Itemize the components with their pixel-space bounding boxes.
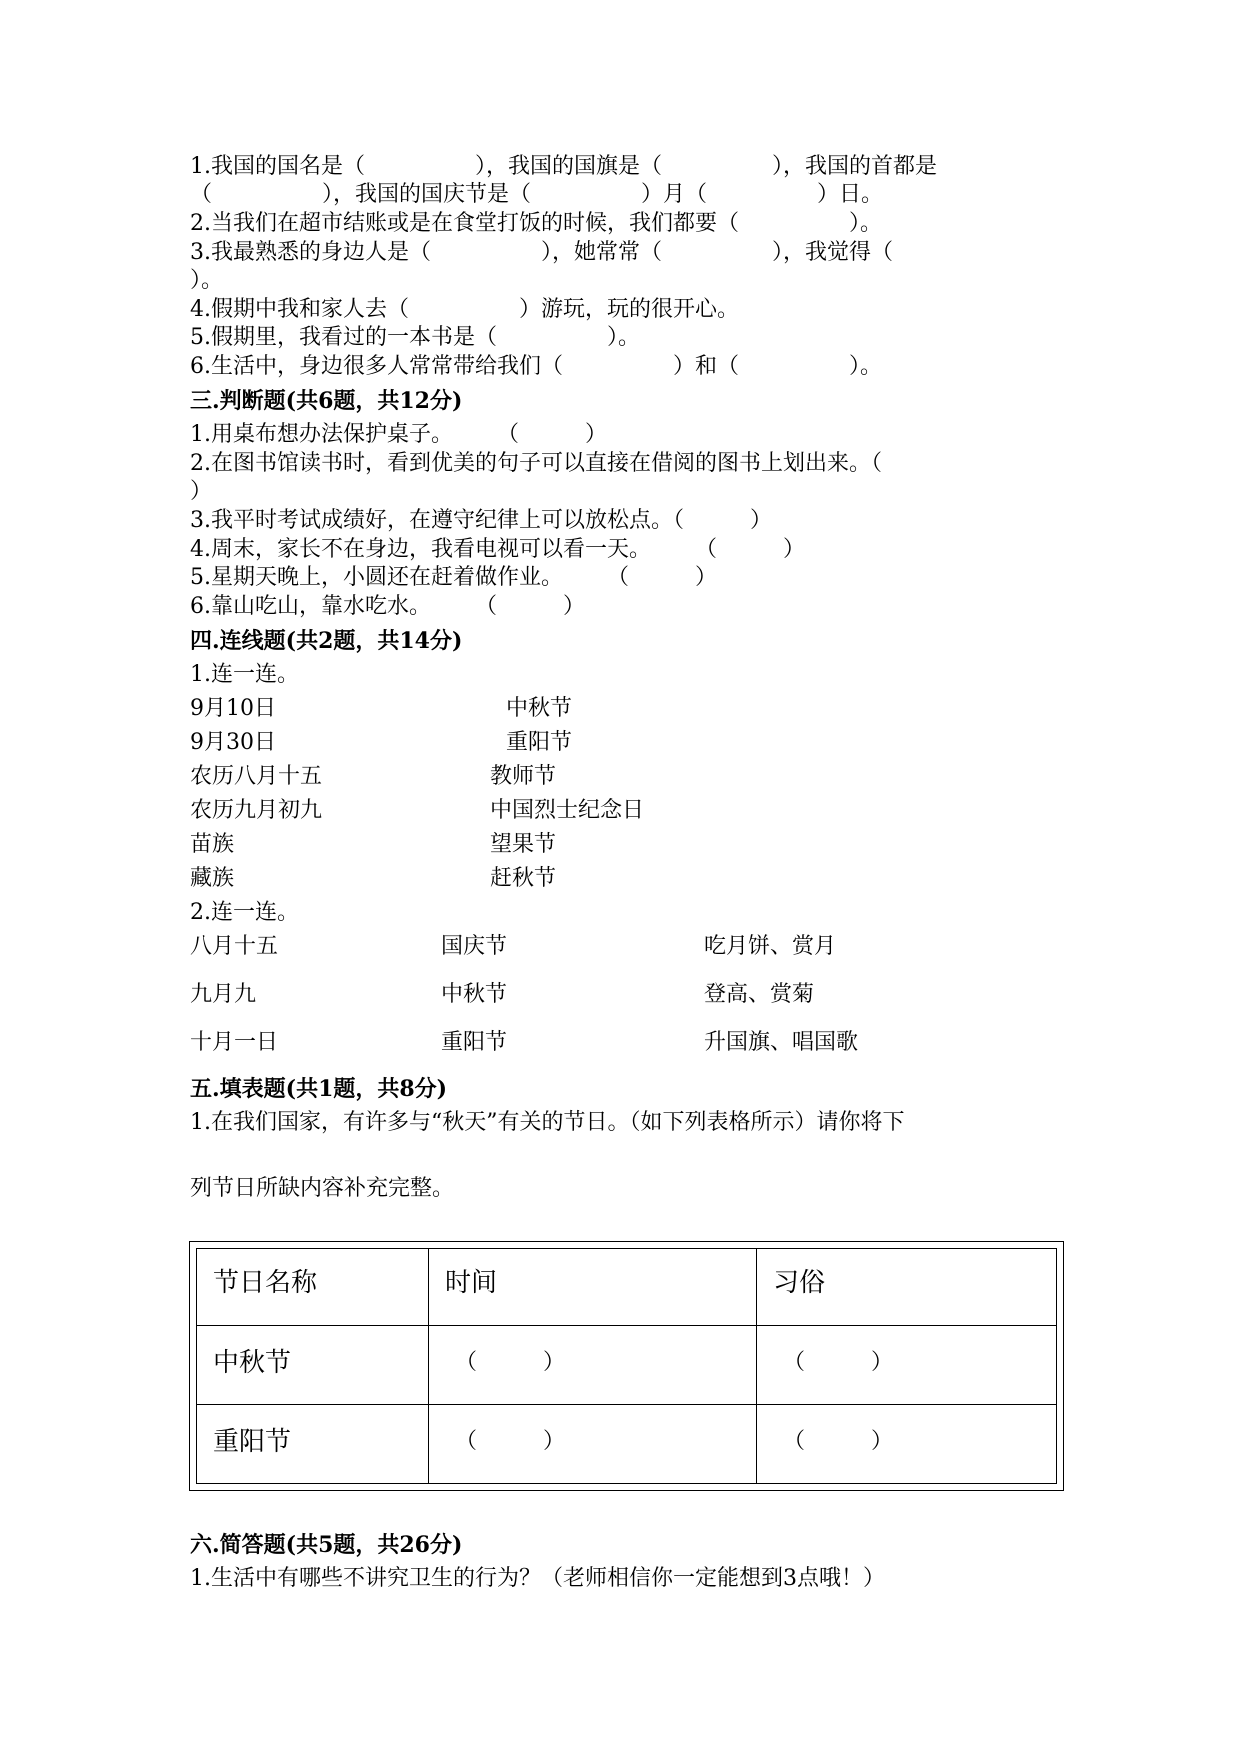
table-divider: [196, 1404, 1057, 1405]
match-left-item: 9月10日: [190, 696, 276, 721]
match-left-item: 苗族: [190, 832, 235, 857]
section-heading: 三.判断题(共6题，共12分): [190, 388, 463, 414]
table-cell: （ ）: [455, 1429, 566, 1454]
match-right-item: 中秋节: [506, 696, 573, 721]
table-header-cell: 时间: [445, 1268, 498, 1298]
match-col2-item: 重阳节: [441, 1030, 508, 1055]
table-cell: 中秋节: [213, 1348, 292, 1378]
match-left-item: 农历九月初九: [190, 798, 323, 823]
question-line: 6.生活中，身边很多人常常带给我们（ ）和（ ）。: [190, 354, 882, 379]
match-right-item: 望果节: [490, 832, 557, 857]
match-right-item: 教师节: [490, 764, 557, 789]
match-col3-item: 升国旗、唱国歌: [704, 1030, 859, 1055]
table-header-cell: 习俗: [773, 1268, 826, 1298]
question-line: 3.我平时考试成绩好，在遵守纪律上可以放松点。（ ）: [190, 508, 772, 533]
section-heading: 六.简答题(共5题，共26分): [190, 1532, 463, 1558]
question-line: 2.在图书馆读书时，看到优美的句子可以直接在借阅的图书上划出来。（: [190, 451, 882, 476]
match-col1-item: 九月九: [190, 982, 257, 1007]
question-line: ）: [190, 479, 213, 504]
question-label: 1.连一连。: [190, 662, 299, 687]
question-line: 1.我国的国名是（ ），我国的国旗是（ ），我国的首都是: [190, 154, 937, 179]
question-line: 5.星期天晚上，小圆还在赶着做作业。 （ ）: [190, 565, 717, 590]
table-cell: （ ）: [783, 1429, 894, 1454]
match-right-item: 赶秋节: [490, 866, 557, 891]
table-divider: [428, 1248, 429, 1484]
question-line: 3.我最熟悉的身边人是（ ），她常常（ ），我觉得（: [190, 240, 893, 265]
table-cell: （ ）: [455, 1350, 566, 1375]
match-left-item: 农历八月十五: [190, 764, 323, 789]
table-header-cell: 节日名称: [213, 1268, 318, 1298]
table-cell: （ ）: [783, 1350, 894, 1375]
question-line: ）。: [190, 268, 224, 293]
question-line: 1.在我们国家，有许多与“秋天”有关的节日。（如下列表格所示）请你将下: [190, 1110, 905, 1135]
question-label: 2.连一连。: [190, 900, 299, 925]
match-left-item: 9月30日: [190, 730, 276, 755]
section-heading: 五.填表题(共1题，共8分): [190, 1076, 448, 1102]
table-divider: [196, 1325, 1057, 1326]
match-right-item: 中国烈士纪念日: [490, 798, 645, 823]
table-cell: 重阳节: [213, 1427, 292, 1457]
question-line: 6.靠山吃山，靠水吃水。 （ ）: [190, 594, 585, 619]
question-line: 列节日所缺内容补充完整。: [190, 1176, 455, 1201]
question-line: （ ），我国的国庆节是（ ）月（ ）日。: [190, 182, 884, 207]
festival-table: [196, 1248, 1057, 1484]
question-line: 2.当我们在超市结账或是在食堂打饭的时候，我们都要（ ）。: [190, 211, 882, 236]
match-right-item: 重阳节: [506, 730, 573, 755]
section-heading: 四.连线题(共2题，共14分): [190, 628, 463, 654]
match-col1-item: 十月一日: [190, 1030, 279, 1055]
match-col2-item: 中秋节: [441, 982, 508, 1007]
question-line: 1.生活中有哪些不讲究卫生的行为？（老师相信你一定能想到3点哦！）: [190, 1566, 885, 1591]
question-line: 1.用桌布想办法保护桌子。 （ ）: [190, 422, 607, 447]
table-divider: [756, 1248, 757, 1484]
match-col3-item: 吃月饼、赏月: [704, 934, 837, 959]
match-col1-item: 八月十五: [190, 934, 279, 959]
match-col3-item: 登高、赏菊: [704, 982, 815, 1007]
question-line: 5.假期里，我看过的一本书是（ ）。: [190, 325, 640, 350]
match-col2-item: 国庆节: [441, 934, 508, 959]
match-left-item: 藏族: [190, 866, 235, 891]
question-line: 4.假期中我和家人去（ ）游玩，玩的很开心。: [190, 297, 739, 322]
question-line: 4.周末，家长不在身边，我看电视可以看一天。 （ ）: [190, 537, 805, 562]
